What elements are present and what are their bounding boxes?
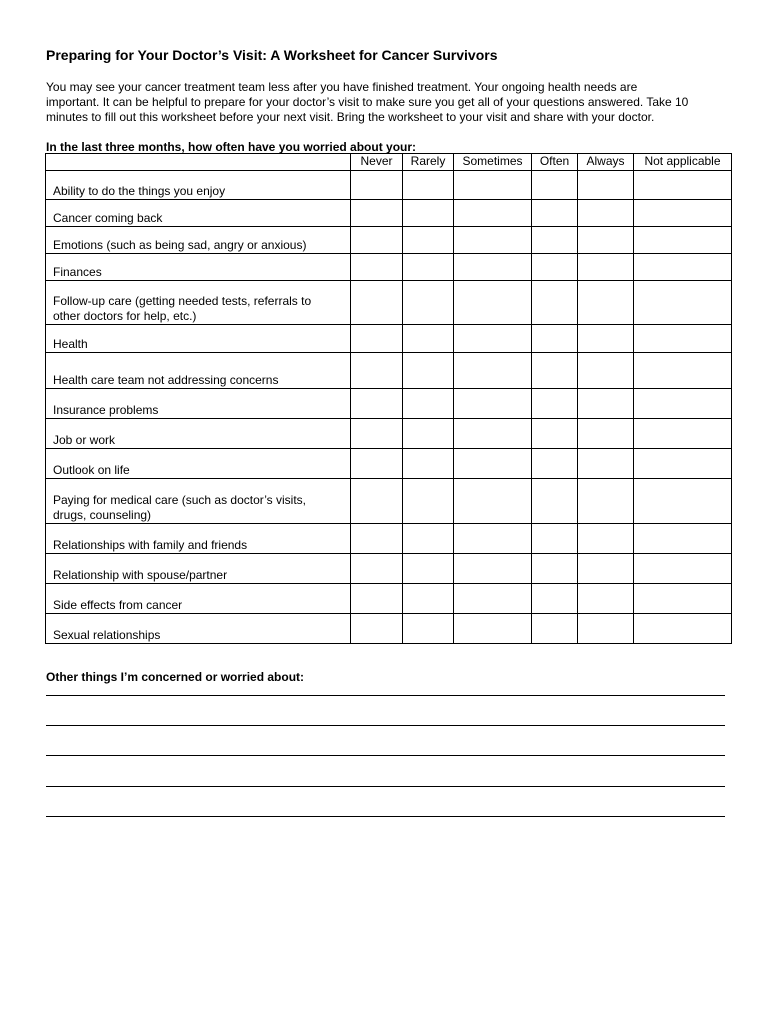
answer-cell[interactable]	[351, 281, 403, 325]
answer-cell[interactable]	[403, 254, 454, 281]
answer-cell[interactable]	[578, 353, 634, 389]
header-item-column	[46, 154, 351, 171]
answer-cell[interactable]	[634, 524, 732, 554]
table-row	[46, 524, 732, 554]
answer-cell[interactable]	[454, 614, 532, 644]
table-row	[46, 389, 732, 419]
answer-cell[interactable]	[532, 281, 578, 325]
answer-cell[interactable]	[403, 524, 454, 554]
header-never: Never	[351, 154, 403, 171]
table-row	[46, 254, 732, 281]
answer-cell[interactable]	[532, 389, 578, 419]
answer-cell[interactable]	[532, 554, 578, 584]
answer-cell[interactable]	[532, 227, 578, 254]
intro-paragraph	[46, 80, 736, 125]
answer-cell[interactable]	[454, 524, 532, 554]
item-label	[46, 524, 351, 554]
item-label-line: Ability to do the things you enjoy	[53, 184, 226, 198]
item-label-line: Job or work	[53, 433, 116, 447]
answer-cell[interactable]	[634, 389, 732, 419]
answer-cell[interactable]	[454, 584, 532, 614]
item-label-line: drugs, counseling)	[53, 508, 152, 522]
table-row	[46, 200, 732, 227]
item-label-line: Outlook on life	[53, 463, 130, 477]
answer-cell[interactable]	[403, 584, 454, 614]
item-label-line: Relationships with family and friends	[53, 538, 248, 552]
answer-cell[interactable]	[578, 449, 634, 479]
answer-cell[interactable]	[532, 419, 578, 449]
answer-cell[interactable]	[532, 449, 578, 479]
answer-cell[interactable]	[454, 419, 532, 449]
answer-cell[interactable]	[403, 171, 454, 200]
answer-cell[interactable]	[532, 353, 578, 389]
answer-cell[interactable]	[454, 227, 532, 254]
answer-cell[interactable]	[403, 227, 454, 254]
answer-cell[interactable]	[532, 614, 578, 644]
answer-cell[interactable]	[454, 254, 532, 281]
answer-cell[interactable]	[634, 281, 732, 325]
answer-cell[interactable]	[532, 479, 578, 524]
answer-cell[interactable]	[351, 524, 403, 554]
item-label-line: Paying for medical care (such as doctor’s visits,	[53, 493, 306, 507]
item-label	[46, 254, 351, 281]
item-label-line: Sexual relationships	[53, 628, 161, 642]
intro-line: minutes to fill out this worksheet before your next visit. Bring the worksheet to your visit and share with your doctor.	[46, 110, 655, 124]
answer-cell[interactable]	[403, 554, 454, 584]
answer-cell[interactable]	[578, 554, 634, 584]
item-label	[46, 419, 351, 449]
table-row	[46, 171, 732, 200]
answer-cell[interactable]	[351, 554, 403, 584]
answer-cell[interactable]	[634, 554, 732, 584]
answer-cell[interactable]	[578, 227, 634, 254]
answer-cell[interactable]	[351, 325, 403, 353]
header-not-applicable: Not applicable	[634, 154, 732, 171]
item-label	[46, 171, 351, 200]
item-label-line: Insurance problems	[53, 403, 159, 417]
item-label	[46, 389, 351, 419]
item-label	[46, 281, 351, 325]
table-row	[46, 479, 732, 524]
item-label	[46, 325, 351, 353]
answer-cell[interactable]	[578, 524, 634, 554]
write-in-line[interactable]	[46, 695, 725, 696]
item-label	[46, 584, 351, 614]
answer-cell[interactable]	[634, 325, 732, 353]
answer-cell[interactable]	[532, 524, 578, 554]
answer-cell[interactable]	[403, 281, 454, 325]
answer-cell[interactable]	[351, 227, 403, 254]
item-label-line: Finances	[53, 265, 102, 279]
answer-cell[interactable]	[454, 479, 532, 524]
answer-cell[interactable]	[403, 479, 454, 524]
answer-cell[interactable]	[578, 200, 634, 227]
answer-cell[interactable]	[351, 171, 403, 200]
header-often: Often	[532, 154, 578, 171]
item-label-line: Side effects from cancer	[53, 598, 183, 612]
item-label-line: Health	[53, 337, 88, 351]
table-row	[46, 227, 732, 254]
answer-cell[interactable]	[454, 281, 532, 325]
write-in-line[interactable]	[46, 725, 725, 726]
item-label-line: Relationship with spouse/partner	[53, 568, 228, 582]
intro-line: important. It can be helpful to prepare for your doctor’s visit to make sure you get all of your questions answered. Take 10	[46, 95, 689, 109]
answer-cell[interactable]	[403, 449, 454, 479]
worry-frequency-table	[45, 153, 732, 644]
answer-cell[interactable]	[578, 171, 634, 200]
answer-cell[interactable]	[532, 171, 578, 200]
item-label-line: Cancer coming back	[53, 211, 163, 225]
answer-cell[interactable]	[634, 353, 732, 389]
answer-cell[interactable]	[578, 419, 634, 449]
answer-cell[interactable]	[634, 227, 732, 254]
table-row	[46, 353, 732, 389]
table-row	[46, 584, 732, 614]
header-rarely: Rarely	[403, 154, 454, 171]
write-in-line[interactable]	[46, 755, 725, 756]
answer-cell[interactable]	[578, 584, 634, 614]
answer-cell[interactable]	[578, 281, 634, 325]
answer-cell[interactable]	[454, 554, 532, 584]
answer-cell[interactable]	[351, 614, 403, 644]
item-label	[46, 353, 351, 389]
item-label	[46, 200, 351, 227]
item-label	[46, 554, 351, 584]
table-row	[46, 325, 732, 353]
answer-cell[interactable]	[532, 254, 578, 281]
answer-cell[interactable]	[351, 353, 403, 389]
write-in-line[interactable]	[46, 816, 725, 817]
answer-cell[interactable]	[454, 389, 532, 419]
table-body	[46, 171, 732, 644]
header-always: Always	[578, 154, 634, 171]
answer-cell[interactable]	[454, 171, 532, 200]
answer-cell[interactable]	[454, 353, 532, 389]
table-row	[46, 554, 732, 584]
answer-cell[interactable]	[403, 325, 454, 353]
header-sometimes: Sometimes	[454, 154, 532, 171]
answer-cell[interactable]	[351, 449, 403, 479]
answer-cell[interactable]	[351, 584, 403, 614]
answer-cell[interactable]	[351, 389, 403, 419]
answer-cell[interactable]	[403, 200, 454, 227]
answer-cell[interactable]	[351, 479, 403, 524]
answer-cell[interactable]	[454, 200, 532, 227]
write-in-line[interactable]	[46, 786, 725, 787]
item-label-line: Follow-up care (getting needed tests, referrals to	[53, 294, 312, 308]
table-row	[46, 281, 732, 325]
answer-cell[interactable]	[403, 419, 454, 449]
answer-cell[interactable]	[634, 200, 732, 227]
item-label-line: other doctors for help, etc.)	[53, 309, 197, 323]
answer-cell[interactable]	[634, 254, 732, 281]
answer-cell[interactable]	[403, 353, 454, 389]
item-label	[46, 479, 351, 524]
table-row	[46, 449, 732, 479]
answer-cell[interactable]	[403, 389, 454, 419]
answer-cell[interactable]	[351, 254, 403, 281]
answer-cell[interactable]	[454, 325, 532, 353]
answer-cell[interactable]	[634, 171, 732, 200]
answer-cell[interactable]	[578, 614, 634, 644]
answer-cell[interactable]	[634, 584, 732, 614]
answer-cell[interactable]	[634, 449, 732, 479]
question-heading: In the last three months, how often have you worried about your:	[46, 140, 417, 154]
answer-cell[interactable]	[634, 614, 732, 644]
table-row	[46, 419, 732, 449]
answer-cell[interactable]	[454, 449, 532, 479]
item-label-line: Emotions (such as being sad, angry or anxious)	[53, 238, 307, 252]
answer-cell[interactable]	[403, 614, 454, 644]
table-header-row	[46, 154, 732, 171]
answer-cell[interactable]	[634, 419, 732, 449]
answer-cell[interactable]	[351, 419, 403, 449]
answer-cell[interactable]	[578, 479, 634, 524]
answer-cell[interactable]	[532, 325, 578, 353]
other-concerns-label: Other things I’m concerned or worried about:	[46, 670, 305, 684]
table-row	[46, 614, 732, 644]
item-label	[46, 227, 351, 254]
intro-line: You may see your cancer treatment team less after you have finished treatment. Your ongoing health needs are	[46, 80, 638, 94]
item-label	[46, 449, 351, 479]
answer-cell[interactable]	[351, 200, 403, 227]
item-label	[46, 614, 351, 644]
answer-cell[interactable]	[578, 389, 634, 419]
answer-cell[interactable]	[578, 254, 634, 281]
page-title: Preparing for Your Doctor’s Visit: A Worksheet for Cancer Survivors	[46, 47, 498, 63]
answer-cell[interactable]	[578, 325, 634, 353]
item-label-line: Health care team not addressing concerns	[53, 373, 279, 387]
answer-cell[interactable]	[532, 584, 578, 614]
answer-cell[interactable]	[532, 200, 578, 227]
answer-cell[interactable]	[634, 479, 732, 524]
